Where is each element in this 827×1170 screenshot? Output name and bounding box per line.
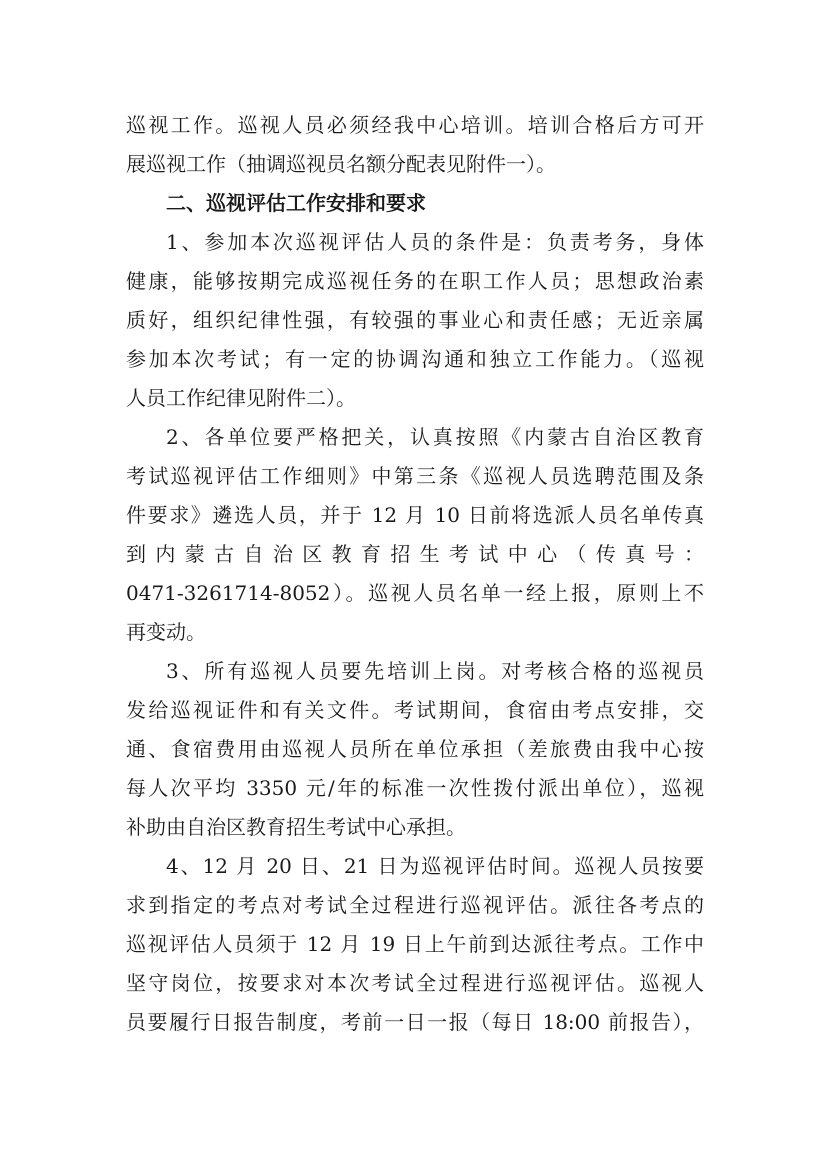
text-line-10: 考试巡视评估工作细则》中第三条《巡视人员选聘范围及条 bbox=[126, 464, 704, 488]
text-line-22: 巡视评估人员须于 12 月 19 日上午前到达派往考点。工作中 bbox=[126, 932, 704, 956]
text-line-11: 件要求》遴选人员，并于 12 月 10 日前将选派人员名单传真 bbox=[126, 503, 704, 527]
text-line-13: 0471-3261714-8052）。巡视人员名单一经上报，原则上不 bbox=[126, 581, 704, 605]
text-line-1: 巡视工作。巡视人员必须经我中心培训。培训合格后方可开 bbox=[126, 113, 704, 137]
text-line-21: 求到指定的考点对考试全过程进行巡视评估。派往各考点的 bbox=[126, 893, 704, 917]
text-line-18: 每人次平均 3350 元/年的标准一次性拨付派出单位），巡视 bbox=[126, 776, 704, 800]
text-line-2: 展巡视工作（抽调巡视员名额分配表见附件一）。 bbox=[126, 152, 556, 176]
text-line-4: 1、参加本次巡视评估人员的条件是：负责考务，身体 bbox=[166, 230, 704, 254]
document-body bbox=[126, 106, 704, 1042]
text-line-7: 参加本次考试；有一定的协调沟通和独立工作能力。（巡视 bbox=[126, 347, 704, 371]
text-line-19: 补助由自治区教育招生考试中心承担。 bbox=[126, 815, 466, 839]
text-line-8: 人员工作纪律见附件二）。 bbox=[126, 386, 356, 410]
text-line-17: 通、食宿费用由巡视人员所在单位承担（差旅费由我中心按 bbox=[126, 737, 704, 761]
text-line-9: 2、各单位要严格把关，认真按照《内蒙古自治区教育 bbox=[166, 425, 704, 449]
text-line-12: 到内蒙古自治区教育招生考试中心（传真号： bbox=[126, 542, 704, 566]
text-line-14: 再变动。 bbox=[126, 620, 206, 644]
text-line-24: 员要履行日报告制度，考前一日一报（每日 18:00 前报告）， bbox=[126, 1010, 704, 1034]
section-heading: 二、巡视评估工作安排和要求 bbox=[166, 191, 426, 215]
text-line-6: 质好，组织纪律性强，有较强的事业心和责任感；无近亲属 bbox=[126, 308, 704, 332]
text-line-15: 3、所有巡视人员要先培训上岗。对考核合格的巡视员 bbox=[166, 659, 704, 683]
text-line-20: 4、12 月 20 日、21 日为巡视评估时间。巡视人员按要 bbox=[166, 854, 704, 878]
text-line-16: 发给巡视证件和有关文件。考试期间，食宿由考点安排，交 bbox=[126, 698, 704, 722]
text-line-23: 坚守岗位，按要求对本次考试全过程进行巡视评估。巡视人 bbox=[126, 971, 704, 995]
text-line-5: 健康，能够按期完成巡视任务的在职工作人员；思想政治素 bbox=[126, 269, 704, 293]
